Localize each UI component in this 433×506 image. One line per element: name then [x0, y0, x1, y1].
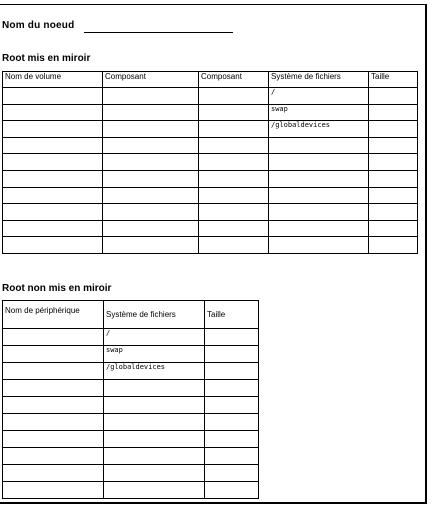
table-cell[interactable]	[104, 465, 205, 482]
table-row	[3, 346, 259, 363]
table-row	[3, 329, 259, 346]
mirrored-table-body	[3, 88, 418, 254]
table-cell[interactable]: swap	[104, 346, 205, 363]
table-cell[interactable]	[104, 448, 205, 465]
table-cell[interactable]	[199, 104, 269, 121]
table-cell[interactable]	[3, 170, 103, 187]
table-cell[interactable]	[369, 237, 418, 254]
table-row	[3, 187, 418, 204]
table-row	[3, 397, 259, 414]
table-cell[interactable]	[205, 380, 259, 397]
table-cell[interactable]	[3, 329, 104, 346]
table-row	[3, 448, 259, 465]
table-cell[interactable]	[369, 187, 418, 204]
table-cell[interactable]	[205, 414, 259, 431]
table-row	[3, 220, 418, 237]
table-cell[interactable]	[3, 448, 104, 465]
table-row	[3, 88, 418, 105]
table-cell[interactable]	[103, 220, 199, 237]
table-row	[3, 170, 418, 187]
table-row	[3, 465, 259, 482]
table-cell[interactable]	[205, 346, 259, 363]
table-cell[interactable]	[269, 204, 369, 221]
table-cell[interactable]	[3, 431, 104, 448]
table-cell[interactable]	[3, 137, 103, 154]
table-cell[interactable]	[104, 431, 205, 448]
column-header-component: Composant	[199, 72, 269, 88]
table-row	[3, 104, 418, 121]
table-cell[interactable]	[103, 187, 199, 204]
table-row	[3, 363, 259, 380]
table-row	[3, 380, 259, 397]
unmirrored-table-body	[3, 329, 259, 499]
table-cell[interactable]: /	[269, 88, 369, 105]
table-cell[interactable]	[205, 329, 259, 346]
table-cell[interactable]	[369, 204, 418, 221]
table-cell[interactable]	[104, 482, 205, 499]
table-cell[interactable]	[104, 397, 205, 414]
table-cell[interactable]	[3, 121, 103, 138]
table-row	[3, 237, 418, 254]
table-cell[interactable]	[3, 237, 103, 254]
table-cell[interactable]	[369, 88, 418, 105]
table-cell[interactable]	[269, 137, 369, 154]
unmirrored-section-title: Root non mis en miroir	[2, 283, 112, 294]
table-cell[interactable]	[3, 104, 103, 121]
table-cell[interactable]	[103, 137, 199, 154]
table-cell[interactable]	[103, 170, 199, 187]
column-header-volume-name: Nom de volume	[3, 72, 103, 88]
column-header-size: Taille	[205, 301, 259, 329]
table-row	[3, 204, 418, 221]
table-cell[interactable]	[103, 104, 199, 121]
table-cell[interactable]	[103, 121, 199, 138]
node-name-label: Nom du noeud	[2, 20, 75, 31]
table-cell[interactable]	[269, 220, 369, 237]
table-cell[interactable]	[104, 380, 205, 397]
unmirrored-root-table	[2, 300, 259, 499]
table-cell[interactable]: /	[104, 329, 205, 346]
table-cell[interactable]	[199, 237, 269, 254]
table-cell[interactable]	[369, 154, 418, 171]
table-cell[interactable]	[3, 397, 104, 414]
table-cell[interactable]	[3, 363, 104, 380]
table-row	[3, 431, 259, 448]
table-cell[interactable]	[199, 220, 269, 237]
table-cell[interactable]	[199, 137, 269, 154]
table-cell[interactable]	[103, 237, 199, 254]
column-header-file-system: Système de fichiers	[104, 301, 205, 329]
table-cell[interactable]: /globaldevices	[104, 363, 205, 380]
table-row	[3, 137, 418, 154]
table-cell[interactable]	[199, 170, 269, 187]
table-cell[interactable]	[3, 346, 104, 363]
table-cell[interactable]	[199, 88, 269, 105]
table-cell[interactable]	[104, 414, 205, 431]
column-header-component: Composant	[103, 72, 199, 88]
table-cell[interactable]	[369, 104, 418, 121]
table-cell[interactable]	[3, 187, 103, 204]
table-cell[interactable]	[205, 431, 259, 448]
table-cell[interactable]	[369, 121, 418, 138]
column-header-device-name: Nom de périphérique	[3, 301, 104, 329]
table-row	[3, 154, 418, 171]
table-cell[interactable]	[3, 414, 104, 431]
table-cell[interactable]	[3, 482, 104, 499]
table-cell[interactable]	[369, 170, 418, 187]
table-cell[interactable]	[269, 170, 369, 187]
table-cell[interactable]	[369, 220, 418, 237]
table-cell[interactable]	[269, 187, 369, 204]
table-cell[interactable]	[205, 465, 259, 482]
mirrored-root-table	[2, 71, 418, 254]
table-cell[interactable]	[3, 154, 103, 171]
column-header-size: Taille	[369, 72, 418, 88]
table-cell[interactable]	[199, 187, 269, 204]
mirrored-section-title: Root mis en miroir	[2, 53, 91, 64]
table-row	[3, 482, 259, 499]
table-cell[interactable]	[103, 204, 199, 221]
table-cell[interactable]	[199, 121, 269, 138]
table-cell[interactable]	[205, 448, 259, 465]
table-cell[interactable]: swap	[269, 104, 369, 121]
table-row	[3, 414, 259, 431]
table-cell[interactable]	[199, 154, 269, 171]
table-cell[interactable]	[103, 88, 199, 105]
table-cell[interactable]: /globaldevices	[269, 121, 369, 138]
table-row	[3, 121, 418, 138]
column-header-file-system: Système de fichiers	[269, 72, 369, 88]
table-cell[interactable]	[3, 204, 103, 221]
table-cell[interactable]	[3, 220, 103, 237]
table-cell[interactable]	[3, 465, 104, 482]
table-cell[interactable]	[3, 88, 103, 105]
table-cell[interactable]	[269, 237, 369, 254]
table-header-row	[3, 72, 418, 88]
table-cell[interactable]	[369, 137, 418, 154]
table-cell[interactable]	[103, 154, 199, 171]
table-cell[interactable]	[205, 482, 259, 499]
node-name-field[interactable]	[84, 32, 233, 33]
table-cell[interactable]	[199, 204, 269, 221]
table-cell[interactable]	[205, 397, 259, 414]
table-cell[interactable]	[205, 363, 259, 380]
table-cell[interactable]	[3, 380, 104, 397]
table-header-row	[3, 301, 259, 329]
table-cell[interactable]	[269, 154, 369, 171]
